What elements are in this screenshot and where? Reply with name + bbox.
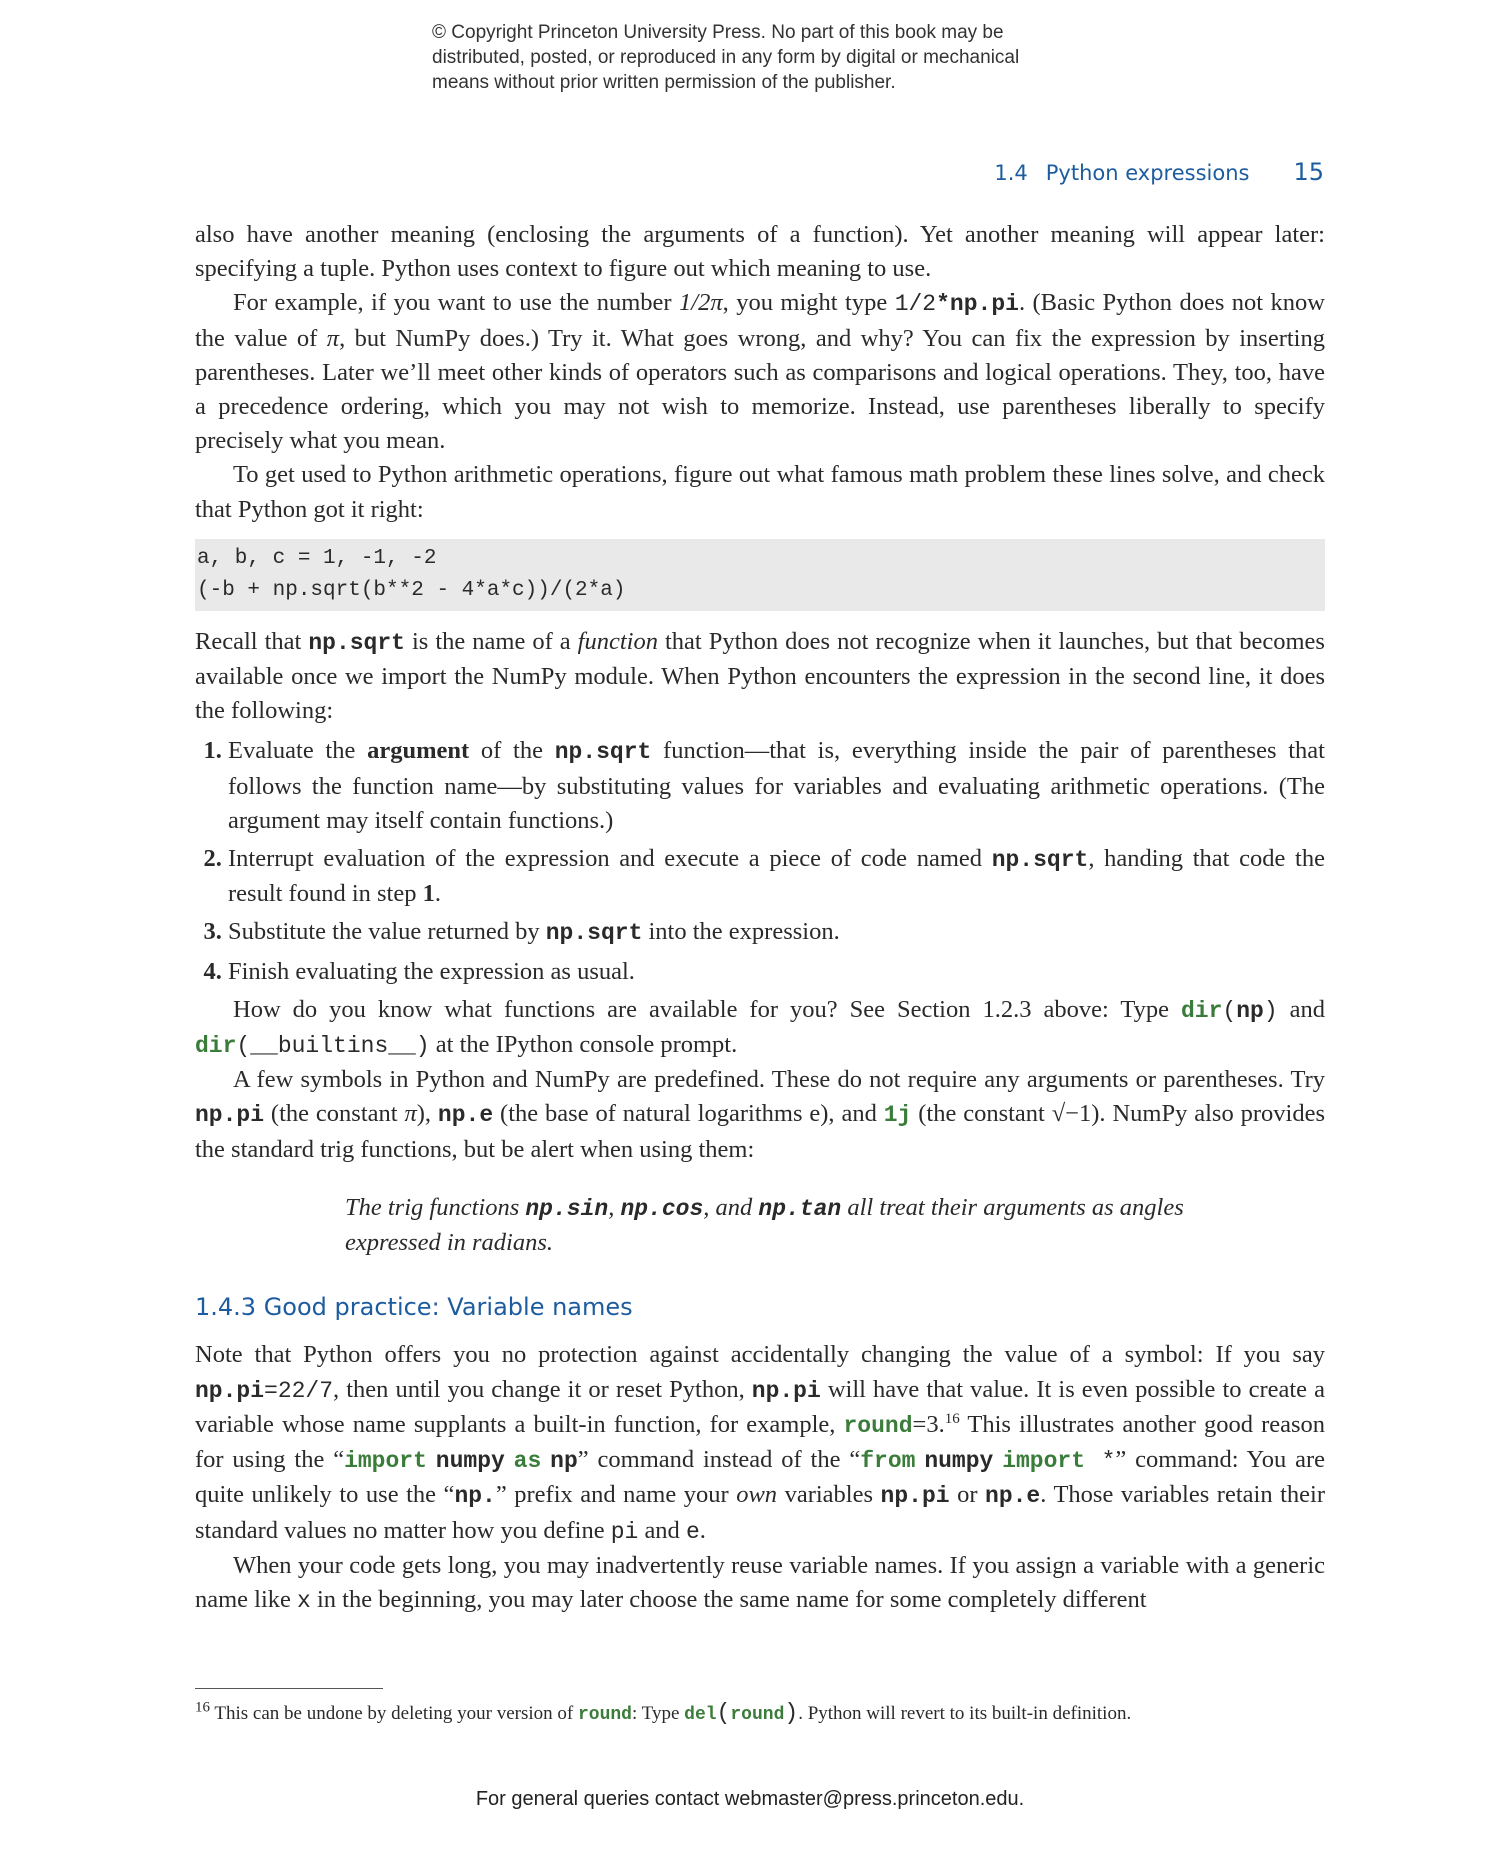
- footnote: [195, 1700, 1325, 1726]
- text-run: function: [577, 627, 658, 655]
- inline-code: np.e: [985, 1483, 1041, 1510]
- code-line: (-b + np.sqrt(b**2 - 4*a*c))/(2*a): [197, 578, 626, 602]
- inline-code: np.: [454, 1483, 496, 1510]
- text-run: and: [1277, 995, 1325, 1023]
- steps-list: [195, 734, 1325, 988]
- inline-code: x: [297, 1587, 311, 1614]
- text-run: : Type: [631, 1703, 685, 1724]
- inline-code: ): [784, 1700, 799, 1726]
- code-line: a, b, c = 1, -1, -2: [197, 546, 437, 570]
- paragraph: [195, 1549, 1325, 1618]
- list-item: [228, 842, 1325, 911]
- list-item: [228, 955, 1325, 989]
- text-run: or: [949, 1481, 986, 1509]
- text-run: and: [638, 1516, 686, 1544]
- inline-code: np.pi: [195, 1377, 265, 1404]
- text-run: π: [404, 1100, 417, 1128]
- inline-code: np.sqrt: [545, 920, 643, 947]
- text-run: ” command: You are quite unlikely to use the “: [195, 1446, 1326, 1509]
- text-run: . (Basic Python does not know the value of: [195, 289, 1326, 352]
- text-run: .: [699, 1516, 706, 1544]
- inline-code: np: [1236, 997, 1264, 1024]
- inline-code: 1/2: [894, 291, 937, 318]
- text-run: Finish evaluating the expression as usual.: [228, 957, 635, 985]
- text-run: at the IPython console prompt.: [429, 1031, 738, 1059]
- inline-code: import: [344, 1448, 427, 1475]
- inline-code: np.sqrt: [991, 847, 1089, 874]
- text-run: How do you know what functions are available for you? See Section 1.2.3 above: Type: [233, 995, 1181, 1023]
- copyright-line: © Copyright Princeton University Press. No part of this book may be: [432, 22, 1004, 43]
- inline-code: np.pi: [195, 1102, 265, 1129]
- inline-code: np: [550, 1448, 578, 1475]
- text-run: , then until you change it or reset Python,: [333, 1375, 752, 1403]
- paragraph: [195, 1063, 1325, 1167]
- inline-code: import: [1002, 1448, 1086, 1475]
- text-run: Substitute the value returned by: [228, 918, 546, 946]
- text-run: in the beginning, you may later choose the same name for some completely different: [310, 1585, 1147, 1613]
- inline-code: *np.pi: [936, 291, 1019, 318]
- text-run: (the base of natural logarithms e), and: [493, 1100, 884, 1128]
- inline-code: np.sqrt: [554, 739, 652, 766]
- text-run: The trig functions: [345, 1193, 526, 1221]
- text-run: ” command instead of the “: [577, 1446, 861, 1474]
- text-run: . Python will revert to its built-in definition.: [798, 1703, 1132, 1724]
- text-run: function—that is, everything inside the pair of parentheses that follows the function name—by substituting values for variables and evaluating arithmetic operations. (The argument may itself contain functions.): [228, 737, 1325, 834]
- text-run: [427, 1446, 436, 1473]
- text-run: , handing that code the result found in step: [228, 845, 1325, 908]
- text-run: also have another meaning (enclosing the arguments of a function). Yet another meaning will appear later: specifying a tuple. Python uses context to figure out which meaning to use.: [195, 221, 1325, 283]
- callout: [345, 1191, 1205, 1260]
- text-run: ,: [608, 1193, 621, 1221]
- inline-code: 1j: [883, 1102, 912, 1129]
- paragraph: [195, 993, 1325, 1063]
- inline-code: np.pi: [880, 1483, 950, 1510]
- inline-code: np.tan: [758, 1195, 842, 1222]
- inline-code: dir: [1180, 997, 1223, 1024]
- inline-code: pi: [610, 1518, 639, 1545]
- copyright-notice: [432, 20, 1112, 95]
- text-run: (the constant √−1). NumPy also provides the standard trig functions, but be alert when using them:: [195, 1100, 1325, 1163]
- list-item: [228, 734, 1325, 838]
- inline-code: (__builtins__): [236, 1033, 430, 1060]
- text-run: , you might type: [722, 289, 895, 317]
- inline-code: np.e: [437, 1102, 494, 1129]
- inline-code: ): [1263, 997, 1278, 1024]
- inline-code: round: [843, 1412, 913, 1439]
- text-run: will have that value. It is even possible to create a variable whose name supplants a built-in function, for example,: [195, 1375, 1325, 1438]
- text-run: (the constant: [264, 1100, 405, 1128]
- text-run: ),: [416, 1100, 438, 1128]
- text-run: into the expression.: [642, 918, 840, 946]
- text-run: of the: [469, 737, 555, 765]
- section-number: 1.4: [994, 161, 1028, 185]
- section-title: Python expressions: [1045, 161, 1250, 185]
- inline-code: round: [577, 1705, 632, 1725]
- text-run: Evaluate the: [228, 737, 368, 765]
- text-run: To get used to Python arithmetic operations, figure out what famous math problem these lines solve, and check that Python got it right:: [195, 461, 1325, 523]
- footnote-marker: 16: [195, 1699, 210, 1716]
- page-body: [195, 218, 1325, 1618]
- text-run: .: [434, 880, 441, 908]
- copyright-line: distributed, posted, or reproduced in any form by digital or mechanical: [432, 47, 1020, 68]
- list-item: [228, 915, 1325, 950]
- text-run: [993, 1446, 1002, 1473]
- text-run: own: [736, 1481, 778, 1509]
- text-run: A few symbols in Python and NumPy are predefined. These do not require any arguments or parentheses. Try: [233, 1066, 1325, 1094]
- text-run: . Those variables retain their standard values no matter how you define: [195, 1481, 1325, 1544]
- footnote-rule: [195, 1688, 383, 1689]
- text-run: ” prefix and name your: [495, 1481, 737, 1509]
- text-run: argument: [367, 737, 470, 765]
- paragraph: [195, 286, 1325, 458]
- inline-code: numpy: [435, 1448, 505, 1475]
- footnote-marker: 16: [944, 1410, 960, 1427]
- text-run: This illustrates another good reason for using the “: [195, 1410, 1326, 1474]
- text-run: [915, 1446, 924, 1473]
- inline-code: np.sqrt: [308, 629, 405, 656]
- inline-code: as: [513, 1448, 542, 1475]
- inline-code: np.cos: [620, 1195, 704, 1222]
- inline-code: numpy: [924, 1448, 994, 1475]
- inline-code: =22/7: [264, 1377, 334, 1404]
- text-run: [541, 1446, 550, 1473]
- text-run: For example, if you want to use the number: [233, 289, 680, 317]
- copyright-line: means without prior written permission of the publisher.: [432, 72, 896, 93]
- inline-code: round: [730, 1705, 785, 1725]
- text-run: all treat their arguments as angles expressed in radians.: [345, 1193, 1184, 1257]
- text-run: 1: [422, 880, 435, 908]
- text-run: that Python does not recognize when it launches, but that becomes available once we import the NumPy module. When Python encounters the expression in the second line, it does the following:: [195, 627, 1325, 725]
- text-run: variables: [777, 1481, 881, 1509]
- text-run: 1/2π: [679, 289, 723, 317]
- text-run: Recall that: [195, 627, 309, 655]
- text-run: π: [326, 324, 340, 352]
- paragraph: [195, 1338, 1325, 1548]
- subsection-heading: 1.4.3 Good practice: Variable names: [195, 1293, 633, 1322]
- paragraph: [195, 625, 1325, 729]
- paragraph: [195, 218, 1325, 286]
- inline-code: e: [685, 1518, 700, 1545]
- page-number: 15: [1293, 158, 1324, 186]
- inline-code: (: [716, 1700, 731, 1726]
- text-run: Interrupt evaluation of the expression and execute a piece of code named: [228, 845, 992, 873]
- inline-code: np.pi: [751, 1377, 821, 1404]
- inline-code: del: [684, 1705, 717, 1725]
- text-run: Note that Python offers you no protection against accidentally changing the value of a symbol: If you say: [195, 1341, 1325, 1369]
- inline-code: from: [860, 1448, 916, 1475]
- code-block: [195, 539, 1325, 611]
- inline-code: dir: [195, 1033, 237, 1060]
- inline-code: *: [1085, 1448, 1116, 1475]
- text-run: [505, 1446, 514, 1473]
- footer-contact: For general queries contact webmaster@press.princeton.edu.: [475, 1788, 1025, 1810]
- text-run: , and: [703, 1193, 759, 1221]
- text-run: is the name of a: [404, 627, 578, 655]
- inline-code: np.sin: [525, 1195, 609, 1222]
- text-run: This can be undone by deleting your version of: [210, 1703, 578, 1724]
- paragraph: [195, 458, 1325, 526]
- text-run: , but NumPy does.) Try it. What goes wrong, and why? You can fix the expression by inserting parentheses. Later we’ll meet other kinds of operators such as comparisons and logical operations. They, too, have a precedence ordering, which you may not wish to memorize. Instead, use parentheses liberally to specify precisely what you mean.: [195, 324, 1325, 455]
- running-header: [994, 158, 1324, 186]
- inline-code: (: [1222, 997, 1237, 1024]
- text-run: =3.: [912, 1410, 945, 1438]
- text-run: When your code gets long, you may inadvertently reuse variable names. If you assign a variable with a generic name like: [195, 1551, 1325, 1613]
